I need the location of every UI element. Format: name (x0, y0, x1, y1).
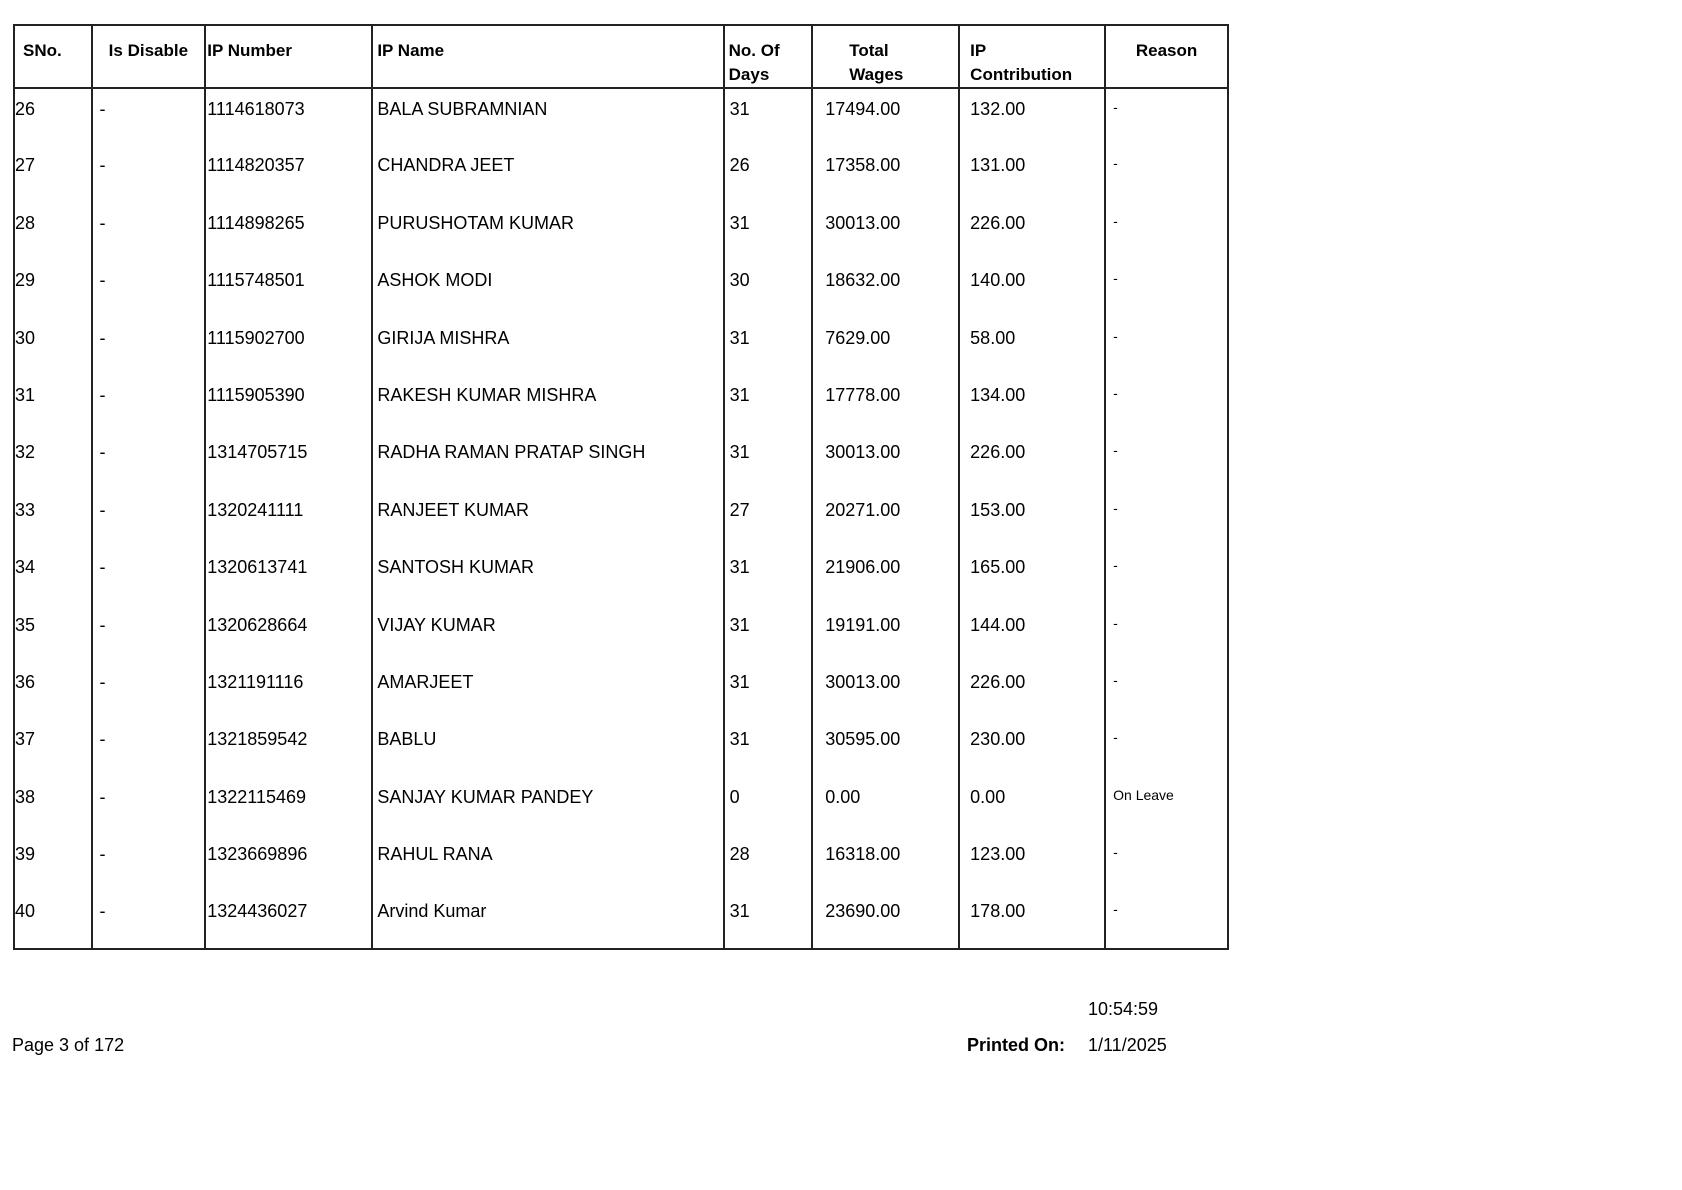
cell-total-wages: 0.00 (812, 777, 959, 834)
cell-ip-contribution: 58.00 (959, 318, 1105, 375)
cell-ip-number: 1320613741 (205, 547, 372, 604)
cell-is-disable: - (92, 777, 206, 834)
cell-is-disable: - (92, 834, 206, 891)
cell-reason: - (1105, 260, 1228, 317)
cell-days: 28 (724, 834, 813, 891)
header-days (724, 25, 813, 88)
cell-ip-contribution: 226.00 (959, 662, 1105, 719)
cell-ip-name: PURUSHOTAM KUMAR (372, 203, 723, 260)
cell-is-disable: - (92, 88, 206, 145)
cell-ip-contribution: 0.00 (959, 777, 1105, 834)
cell-is-disable: - (92, 605, 206, 662)
cell-total-wages: 19191.00 (812, 605, 959, 662)
cell-reason: - (1105, 490, 1228, 547)
cell-ip-name: CHANDRA JEET (372, 145, 723, 202)
cell-sno: 40 (15, 901, 36, 922)
table-row (14, 203, 1228, 260)
cell-sno: 33 (15, 499, 36, 520)
cell-days: 31 (724, 432, 813, 489)
cell-reason: On Leave (1105, 777, 1228, 834)
table-row (14, 318, 1228, 375)
cell-ip-name: SANTOSH KUMAR (372, 547, 723, 604)
cell-ip-number: 1115905390 (205, 375, 372, 432)
cell-ip-number: 1324436027 (205, 891, 372, 948)
header-days-line1: No. Of (728, 41, 780, 60)
header-contrib-line1: IP (970, 41, 987, 60)
cell-days: 31 (724, 375, 813, 432)
cell-ip-name: ASHOK MODI (372, 260, 723, 317)
cell-total-wages: 7629.00 (812, 318, 959, 375)
cell-ip-contribution: 131.00 (959, 145, 1105, 202)
cell-sno: 30 (15, 327, 36, 348)
header-wages-line1: Total (849, 41, 889, 60)
cell-ip-number: 1114820357 (205, 145, 372, 202)
cell-reason: - (1105, 547, 1228, 604)
cell-ip-number: 1323669896 (205, 834, 372, 891)
cell-reason: - (1105, 605, 1228, 662)
page-indicator: Page 3 of 172 (12, 1035, 125, 1055)
cell-is-disable: - (92, 203, 206, 260)
cell-ip-contribution: 123.00 (959, 834, 1105, 891)
cell-ip-contribution: 132.00 (959, 88, 1105, 145)
cell-ip-name: RAKESH KUMAR MISHRA (372, 375, 723, 432)
cell-total-wages: 23690.00 (812, 891, 959, 948)
cell-ip-name: BABLU (372, 719, 723, 776)
cell-days: 31 (724, 605, 813, 662)
header-days-line2: Days (728, 65, 770, 84)
cell-is-disable: - (92, 260, 206, 317)
header-contrib-line2: Contribution (970, 65, 1073, 84)
cell-ip-contribution: 134.00 (959, 375, 1105, 432)
cell-reason: - (1105, 375, 1228, 432)
cell-is-disable: - (92, 662, 206, 719)
cell-days: 26 (724, 145, 813, 202)
cell-is-disable: - (92, 145, 206, 202)
cell-ip-number: 1320628664 (205, 605, 372, 662)
printed-time: 10:54:59 (1088, 999, 1159, 1019)
cell-sno: 28 (15, 212, 36, 233)
table-row (14, 662, 1228, 719)
cell-sno: 35 (15, 614, 36, 635)
cell-total-wages: 30013.00 (812, 662, 959, 719)
cell-total-wages: 21906.00 (812, 547, 959, 604)
table-body (14, 88, 1228, 949)
cell-reason: - (1105, 834, 1228, 891)
cell-reason: - (1105, 891, 1228, 948)
cell-total-wages: 16318.00 (812, 834, 959, 891)
cell-sno: 31 (15, 384, 36, 405)
header-total-wages (812, 25, 959, 88)
cell-ip-number: 1115902700 (205, 318, 372, 375)
table-row (14, 891, 1228, 948)
cell-ip-name: RAHUL RANA (372, 834, 723, 891)
header-ip-contribution (959, 25, 1105, 88)
cell-total-wages: 30013.00 (812, 432, 959, 489)
cell-total-wages: 30013.00 (812, 203, 959, 260)
cell-sno: 38 (15, 786, 36, 807)
cell-ip-number: 1314705715 (205, 432, 372, 489)
cell-total-wages: 17778.00 (812, 375, 959, 432)
cell-ip-number: 1114618073 (205, 88, 372, 145)
cell-ip-contribution: 178.00 (959, 891, 1105, 948)
cell-ip-number: 1321191116 (205, 662, 372, 719)
header-wages-line2: Wages (849, 65, 904, 84)
cell-sno: 29 (15, 270, 36, 291)
printed-on-label: Printed On: (967, 1035, 1065, 1055)
cell-reason: - (1105, 662, 1228, 719)
table-row (14, 375, 1228, 432)
cell-ip-name: Arvind Kumar (372, 891, 723, 948)
cell-ip-contribution: 226.00 (959, 432, 1105, 489)
table-row (14, 432, 1228, 489)
cell-reason: - (1105, 318, 1228, 375)
cell-ip-name: GIRIJA MISHRA (372, 318, 723, 375)
cell-ip-name: SANJAY KUMAR PANDEY (372, 777, 723, 834)
cell-ip-number: 1321859542 (205, 719, 372, 776)
cell-ip-contribution: 165.00 (959, 547, 1105, 604)
cell-total-wages: 30595.00 (812, 719, 959, 776)
cell-ip-name: RANJEET KUMAR (372, 490, 723, 547)
cell-is-disable: - (92, 891, 206, 948)
cell-sno: 34 (15, 557, 36, 578)
table-row (14, 777, 1228, 834)
cell-is-disable: - (92, 547, 206, 604)
cell-days: 31 (724, 318, 813, 375)
cell-days: 31 (724, 88, 813, 145)
cell-reason: - (1105, 203, 1228, 260)
header-is-disable: Is Disable (92, 25, 206, 88)
cell-sno: 27 (15, 155, 36, 176)
cell-ip-number: 1320241111 (205, 490, 372, 547)
cell-days: 31 (724, 891, 813, 948)
table-row (14, 834, 1228, 891)
cell-ip-name: AMARJEET (372, 662, 723, 719)
cell-days: 31 (724, 662, 813, 719)
cell-sno: 37 (15, 729, 36, 750)
table-row (14, 260, 1228, 317)
cell-ip-name: RADHA RAMAN PRATAP SINGH (372, 432, 723, 489)
table-header (14, 25, 1228, 88)
table-row (14, 88, 1228, 145)
cell-reason: - (1105, 719, 1228, 776)
printed-date: 1/11/2025 (1088, 1035, 1167, 1055)
cell-is-disable: - (92, 432, 206, 489)
cell-ip-contribution: 226.00 (959, 203, 1105, 260)
header-sno: SNo. (14, 25, 92, 88)
cell-ip-contribution: 144.00 (959, 605, 1105, 662)
cell-days: 31 (724, 719, 813, 776)
cell-ip-number: 1114898265 (205, 203, 372, 260)
header-row (14, 25, 1228, 88)
cell-total-wages: 20271.00 (812, 490, 959, 547)
cell-days: 0 (724, 777, 813, 834)
cell-is-disable: - (92, 375, 206, 432)
cell-ip-name: BALA SUBRAMNIAN (372, 88, 723, 145)
cell-is-disable: - (92, 490, 206, 547)
cell-total-wages: 17358.00 (812, 145, 959, 202)
cell-days: 31 (724, 547, 813, 604)
cell-total-wages: 18632.00 (812, 260, 959, 317)
cell-days: 30 (724, 260, 813, 317)
cell-ip-contribution: 140.00 (959, 260, 1105, 317)
table-row (14, 547, 1228, 604)
cell-days: 31 (724, 203, 813, 260)
cell-total-wages: 17494.00 (812, 88, 959, 145)
header-ip-number: IP Number (205, 25, 372, 88)
contribution-table (13, 24, 1229, 950)
cell-ip-number: 1115748501 (205, 260, 372, 317)
cell-days: 27 (724, 490, 813, 547)
cell-is-disable: - (92, 719, 206, 776)
cell-sno: 26 (15, 99, 36, 119)
cell-sno: 36 (15, 671, 36, 692)
table-row (14, 145, 1228, 202)
cell-is-disable: - (92, 318, 206, 375)
cell-reason: - (1105, 88, 1228, 145)
cell-sno: 32 (15, 442, 36, 463)
cell-ip-contribution: 153.00 (959, 490, 1105, 547)
cell-ip-name: VIJAY KUMAR (372, 605, 723, 662)
table-row (14, 719, 1228, 776)
cell-reason: - (1105, 432, 1228, 489)
header-reason: Reason (1105, 25, 1228, 88)
table-row (14, 490, 1228, 547)
cell-sno: 39 (15, 844, 36, 865)
cell-ip-contribution: 230.00 (959, 719, 1105, 776)
cell-reason: - (1105, 145, 1228, 202)
cell-ip-number: 1322115469 (205, 777, 372, 834)
table-row (14, 605, 1228, 662)
header-ip-name: IP Name (372, 25, 723, 88)
